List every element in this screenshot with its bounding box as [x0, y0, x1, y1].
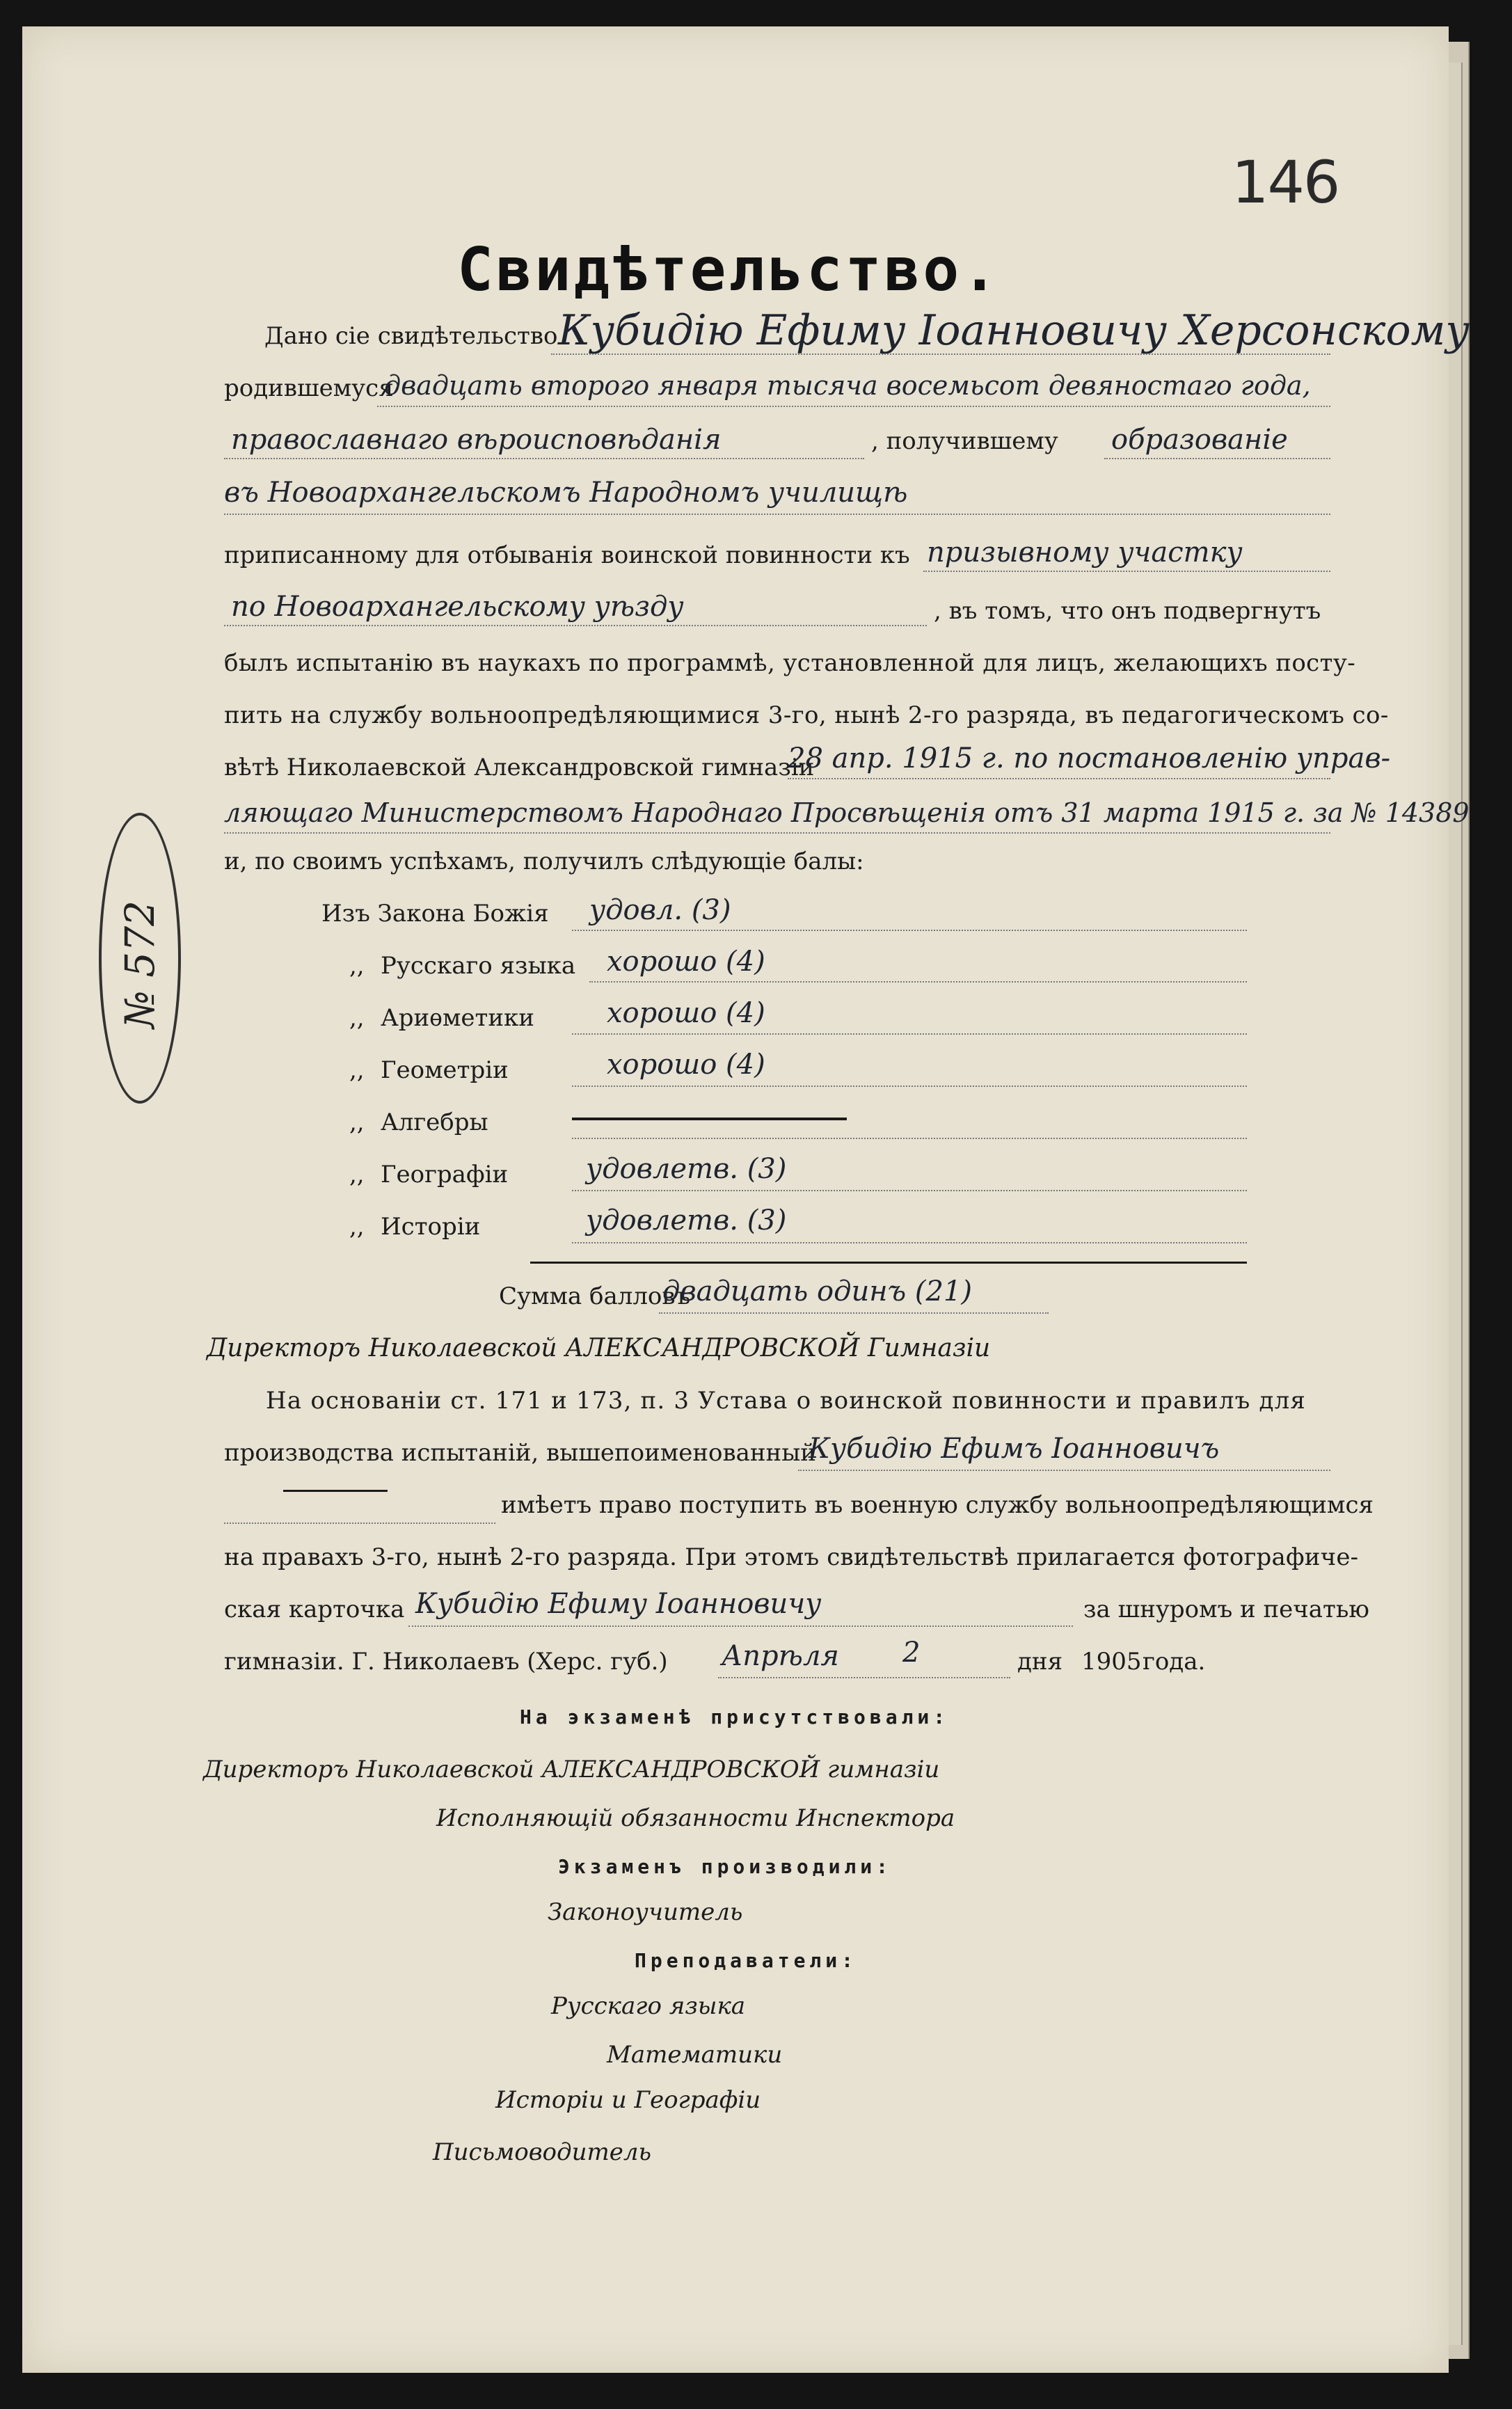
handwritten-education: образованіе	[1111, 424, 1288, 456]
body-label-6: гимназіи. Г. Николаевъ (Херс. губ.)	[224, 1648, 668, 1676]
grade-subject: Географіи	[381, 1161, 509, 1188]
grade-value: удовлетв. (3)	[586, 1153, 787, 1185]
grade-subject: Ариѳметики	[381, 1004, 534, 1032]
sum-label: Сумма балловъ	[499, 1282, 691, 1310]
intro-label-6: , въ томъ, что онъ подвергнутъ	[934, 597, 1321, 625]
teacher-math-label: Математики	[607, 2041, 783, 2069]
intro-label-2: родившемуся	[224, 374, 394, 402]
fill-line	[572, 1138, 1247, 1139]
registration-stamp	[99, 813, 181, 1104]
intro-text-11: и, по своимъ успѣхамъ, получилъ слѣдующіе балы:	[224, 848, 864, 875]
grade-value: хорошо (4)	[607, 946, 765, 978]
fill-line	[224, 1522, 495, 1524]
fill-line	[1104, 458, 1330, 459]
body-label-5: ская карточка	[224, 1596, 405, 1623]
handwritten-school: въ Новоархангельскомъ Народномъ училищѣ	[224, 477, 908, 509]
law-teacher-label: Законоучитель	[548, 1898, 743, 1926]
stamp-number: № 572	[116, 900, 164, 1029]
grade-subject: Изъ Закона Божія	[321, 900, 549, 928]
handwritten-exam-date: 28 апр. 1915 г. по постановленію управ-	[788, 742, 1391, 774]
body-text-3: имѣетъ право поступить въ военную службу вольноопредѣляющимся	[501, 1491, 1374, 1519]
grade-value: хорошо (4)	[607, 997, 765, 1029]
fill-line	[572, 1086, 1247, 1087]
grade-value: хорошо (4)	[607, 1049, 765, 1081]
grade-value: удовлетв. (3)	[586, 1204, 787, 1237]
teachers-heading: Преподаватели:	[635, 1949, 858, 1972]
page-number: 146	[1232, 148, 1339, 216]
body-year: 1905	[1081, 1648, 1142, 1676]
present-heading: На экзаменѣ присутствовали:	[520, 1706, 950, 1728]
handwritten-month: Апрѣля	[722, 1640, 839, 1672]
body-tail-5: за шнуромъ и печатью	[1083, 1596, 1369, 1623]
fill-line	[788, 778, 1330, 779]
fill-line	[408, 1625, 1073, 1627]
grade-subject: Геометріи	[381, 1056, 509, 1084]
handwritten-name-3: Кубидію Ефиму Іоанновичу	[415, 1588, 822, 1620]
intro-text-7: былъ испытанію въ наукахъ по программѣ, установленной для лицъ, желающихъ посту-	[224, 649, 1356, 677]
intro-label-9: вѣтѣ Николаевской Александровской гимназіи	[224, 754, 815, 781]
fill-line	[224, 458, 864, 459]
fill-line	[377, 406, 1330, 407]
handwritten-day: 2	[902, 1637, 921, 1669]
sum-rule	[530, 1262, 1247, 1264]
grade-prefix: ,,	[349, 1004, 365, 1032]
body-day-label: дня	[1017, 1648, 1063, 1676]
present-director: Директоръ Николаевской АЛЕКСАНДРОВСКОЙ гимназіи	[203, 1756, 940, 1783]
fill-line	[923, 571, 1330, 572]
intro-label-1: Дано сіе свидѣтельство	[264, 322, 558, 350]
handwritten-name: Кубидію Ефиму Іоанновичу Херсонскому	[558, 306, 1470, 355]
body-tail-6: года.	[1143, 1648, 1206, 1676]
body-label-2: производства испытаній, вышепоименованный	[224, 1439, 816, 1467]
handwritten-religion: православнаго вѣроисповѣданія	[231, 424, 722, 456]
handwritten-name-2: Кубидію Ефимъ Іоанновичъ	[809, 1433, 1220, 1465]
handwritten-uezd: по Новоархангельскому уѣзду	[231, 591, 684, 623]
sum-value: двадцать одинъ (21)	[662, 1275, 973, 1307]
dash-mark	[572, 1118, 847, 1120]
fill-line	[224, 832, 1330, 834]
body-text-1: На основаніи ст. 171 и 173, п. 3 Устава о воинской повинности и правилъ для	[266, 1387, 1307, 1415]
grade-value: удовл. (3)	[589, 894, 731, 926]
teacher-history-label: Исторіи и Географіи	[495, 2086, 761, 2114]
dash-mark	[283, 1490, 388, 1492]
body-text-4: на правахъ 3-го, нынѣ 2-го разряда. При этомъ свидѣтельствѣ прилагается фотографиче-	[224, 1543, 1359, 1571]
intro-label-5: приписанному для отбыванія воинской повинности къ	[224, 541, 910, 569]
director-line: Директоръ Николаевской АЛЕКСАНДРОВСКОЙ Гимназіи	[207, 1334, 991, 1362]
fill-line	[224, 514, 1330, 515]
conducted-heading: Экзаменъ производили:	[558, 1855, 893, 1878]
grade-prefix: ,,	[349, 952, 365, 980]
fill-line	[551, 353, 1330, 355]
teacher-russian-label: Русскаго языка	[551, 1992, 746, 2020]
handwritten-ministry-order: ляющаго Министерствомъ Народнаго Просвѣщенія отъ 31 марта 1915 г. за № 14389	[224, 797, 1470, 828]
grade-subject: Алгебры	[381, 1108, 488, 1136]
fill-line	[572, 1242, 1247, 1243]
grade-subject: Русскаго языка	[381, 952, 576, 980]
fill-line	[798, 1470, 1330, 1471]
fill-line	[224, 625, 927, 626]
document-title: Свидѣтельство.	[457, 235, 1001, 305]
grade-prefix: ,,	[349, 1161, 365, 1188]
intro-text-8: пить на службу вольноопредѣляющимися 3-го, нынѣ 2-го разряда, въ педагогическомъ со-	[224, 701, 1389, 729]
handwritten-birthdate: двадцать второго января тысяча восемьсот девяностаго года,	[384, 370, 1311, 401]
fill-line	[572, 930, 1247, 931]
fill-line	[572, 1033, 1247, 1035]
grade-prefix: ,,	[349, 1056, 365, 1084]
fill-line	[659, 1312, 1049, 1314]
grade-subject: Исторіи	[381, 1213, 481, 1241]
certificate-page	[22, 26, 1470, 2373]
fill-line	[718, 1677, 1010, 1678]
handwritten-district: призывному участку	[927, 536, 1243, 569]
present-inspector: Исполняющій обязанности Инспектора	[436, 1804, 955, 1832]
grade-prefix: ,,	[349, 1108, 365, 1136]
fill-line	[589, 981, 1247, 983]
intro-label-3: , получившему	[871, 427, 1058, 455]
grade-prefix: ,,	[349, 1213, 365, 1241]
clerk-label: Письмоводитель	[433, 2138, 651, 2166]
fill-line	[572, 1190, 1247, 1191]
